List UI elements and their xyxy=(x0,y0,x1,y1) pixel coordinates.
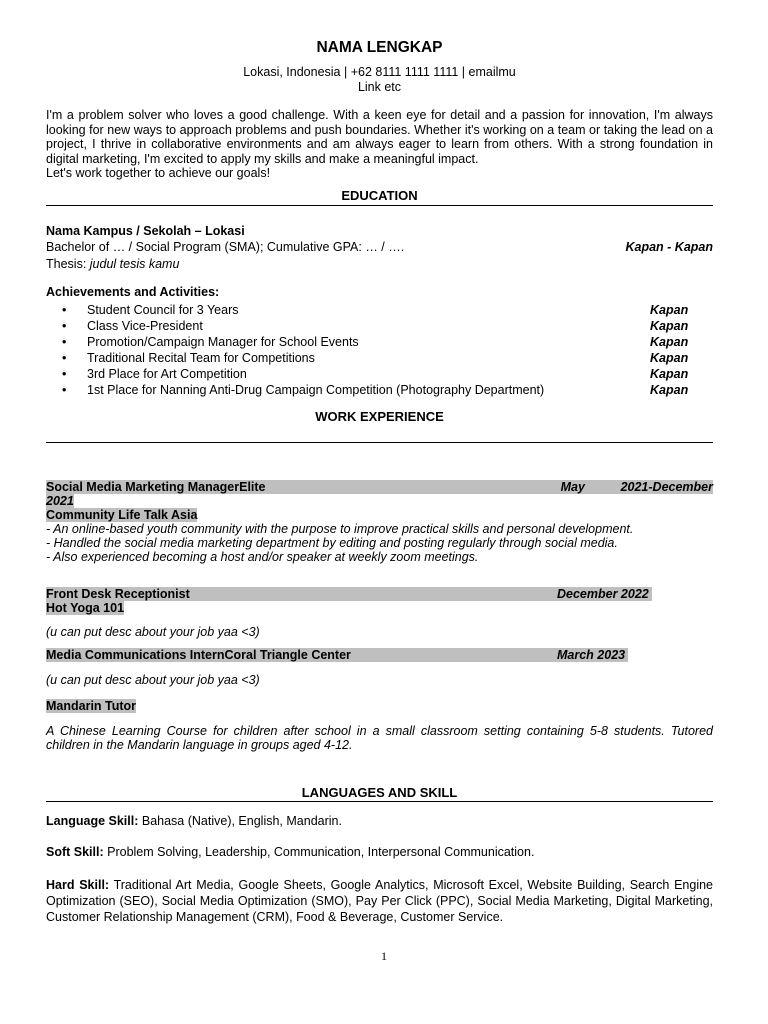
job-title: Front Desk Receptionist xyxy=(46,587,557,601)
list-item xyxy=(46,350,713,366)
education-divider xyxy=(46,205,713,206)
hard-label: Hard Skill: xyxy=(46,877,110,892)
job-bullet: - Handled the social media marketing department by editing and posting regularly through social media. xyxy=(46,535,618,550)
summary-closing: Let's work together to achieve our goals! xyxy=(46,166,271,180)
company-name: Hot Yoga 101 xyxy=(46,600,125,615)
job-bullet: - An online-based youth community with the purpose to improve practical skills and personal development. xyxy=(46,521,634,536)
soft-value: Problem Solving, Leadership, Communication, Interpersonal Communication. xyxy=(103,845,535,860)
language-label: Language Skill: xyxy=(46,813,139,828)
achievement-text: Traditional Recital Team for Competitions xyxy=(87,351,315,366)
degree: Bachelor of … / Social Program (SMA); Cumulative GPA: … / …. xyxy=(46,240,405,254)
achievement-when: Kapan xyxy=(650,383,689,398)
list-item xyxy=(46,382,713,398)
full-name: NAMA LENGKAP xyxy=(316,39,443,56)
achievement-text: Promotion/Campaign Manager for School Events xyxy=(87,334,359,349)
achievement-text: 3rd Place for Art Competition xyxy=(87,367,247,382)
job-title-row xyxy=(46,480,713,494)
summary xyxy=(46,108,713,181)
achievement-text: Student Council for 3 Years xyxy=(87,302,239,317)
language-skill xyxy=(46,814,713,829)
hard-skill xyxy=(46,877,713,925)
achievement-text: Class Vice-President xyxy=(87,318,203,333)
thesis-label: Thesis: xyxy=(46,256,90,271)
bullet-icon: • xyxy=(62,351,67,366)
page-number: 1 xyxy=(381,949,387,963)
thesis-value: judul tesis kamu xyxy=(89,256,180,271)
achievements-list xyxy=(46,302,713,399)
soft-label: Soft Skill: xyxy=(46,845,104,860)
job-title: Social Media Marketing ManagerElite xyxy=(46,479,266,494)
achievement-text: 1st Place for Nanning Anti-Drug Campaign Competition (Photography Department) xyxy=(87,383,545,398)
skills-heading: LANGUAGES AND SKILL xyxy=(301,784,458,800)
job-date: March 2023 xyxy=(557,648,628,662)
degree-row xyxy=(46,240,713,255)
skills-divider xyxy=(46,801,713,802)
achievement-when: Kapan xyxy=(650,334,689,349)
achievements-heading: Achievements and Activities: xyxy=(46,285,220,299)
resume-page xyxy=(46,0,713,925)
achievement-when: Kapan xyxy=(650,302,689,317)
achievement-when: Kapan xyxy=(650,367,689,382)
list-item xyxy=(46,302,713,318)
hard-value: Traditional Art Media, Google Sheets, Google Analytics, Microsoft Excel, Website Building, Search Engine Optimization (SEO), Social Media Optimization (SMO), Pay Per Click (PPC), Social Media Marketing, Digital Marketing, Customer Relationship Management (CRM), Food & Beverage, Customer Service. xyxy=(46,877,714,924)
list-item xyxy=(46,318,713,334)
job-desc: (u can put desc about your job yaa <3) xyxy=(46,624,260,639)
job-title-row xyxy=(46,587,652,601)
job-date: December 2022 xyxy=(557,587,652,601)
job-desc: (u can put desc about your job yaa <3) xyxy=(46,673,260,688)
achievement-when: Kapan xyxy=(650,318,689,333)
list-item xyxy=(46,366,713,382)
bullet-icon: • xyxy=(62,318,67,333)
company-name: Community Life Talk Asia xyxy=(46,507,198,522)
education-heading: EDUCATION xyxy=(341,187,418,203)
achievement-when: Kapan xyxy=(650,351,689,366)
job-title: Media Communications InternCoral Triangle Center xyxy=(46,648,557,662)
link-line: Link etc xyxy=(357,79,402,94)
bullet-icon: • xyxy=(62,383,67,398)
list-item xyxy=(46,334,713,350)
thesis-line xyxy=(46,257,713,272)
language-value: Bahasa (Native), English, Mandarin. xyxy=(138,813,342,828)
education-period: Kapan - Kapan xyxy=(625,240,713,254)
job-date-year: 2021 xyxy=(46,493,74,508)
job-bullet: - Also experienced becoming a host and/or speaker at weekly zoom meetings. xyxy=(46,549,479,564)
soft-skill xyxy=(46,845,713,860)
job-desc xyxy=(46,522,713,564)
job-date-range: 2021-December xyxy=(620,479,713,494)
bullet-icon: • xyxy=(62,302,67,317)
bullet-icon: • xyxy=(62,334,67,349)
job-date-month: May xyxy=(560,479,585,494)
work-divider xyxy=(46,442,713,443)
job-title-row xyxy=(46,648,628,662)
bullet-icon: • xyxy=(62,367,67,382)
job-title: Mandarin Tutor xyxy=(46,698,137,713)
contact-line: Lokasi, Indonesia | +62 8111 1111 1111 | emailmu xyxy=(243,65,516,79)
job-desc: A Chinese Learning Course for children after school in a small classroom setting containing 5-8 students. Tutored children in the Mandarin language in groups aged 4-12. xyxy=(46,723,713,753)
work-heading: WORK EXPERIENCE xyxy=(315,408,444,424)
school-name: Nama Kampus / Sekolah – Lokasi xyxy=(46,223,245,238)
summary-paragraph: I'm a problem solver who loves a good challenge. With a keen eye for detail and a passion for innovation, I'm always looking for new ways to approach problems and push boundaries. Whether it's working on a team or taking the lead on a project, I thrive in collaborative environments and am always eager to learn from others. With a strong foundation in digital marketing, I'm excited to apply my skills and make a meaningful impact. xyxy=(46,108,713,166)
